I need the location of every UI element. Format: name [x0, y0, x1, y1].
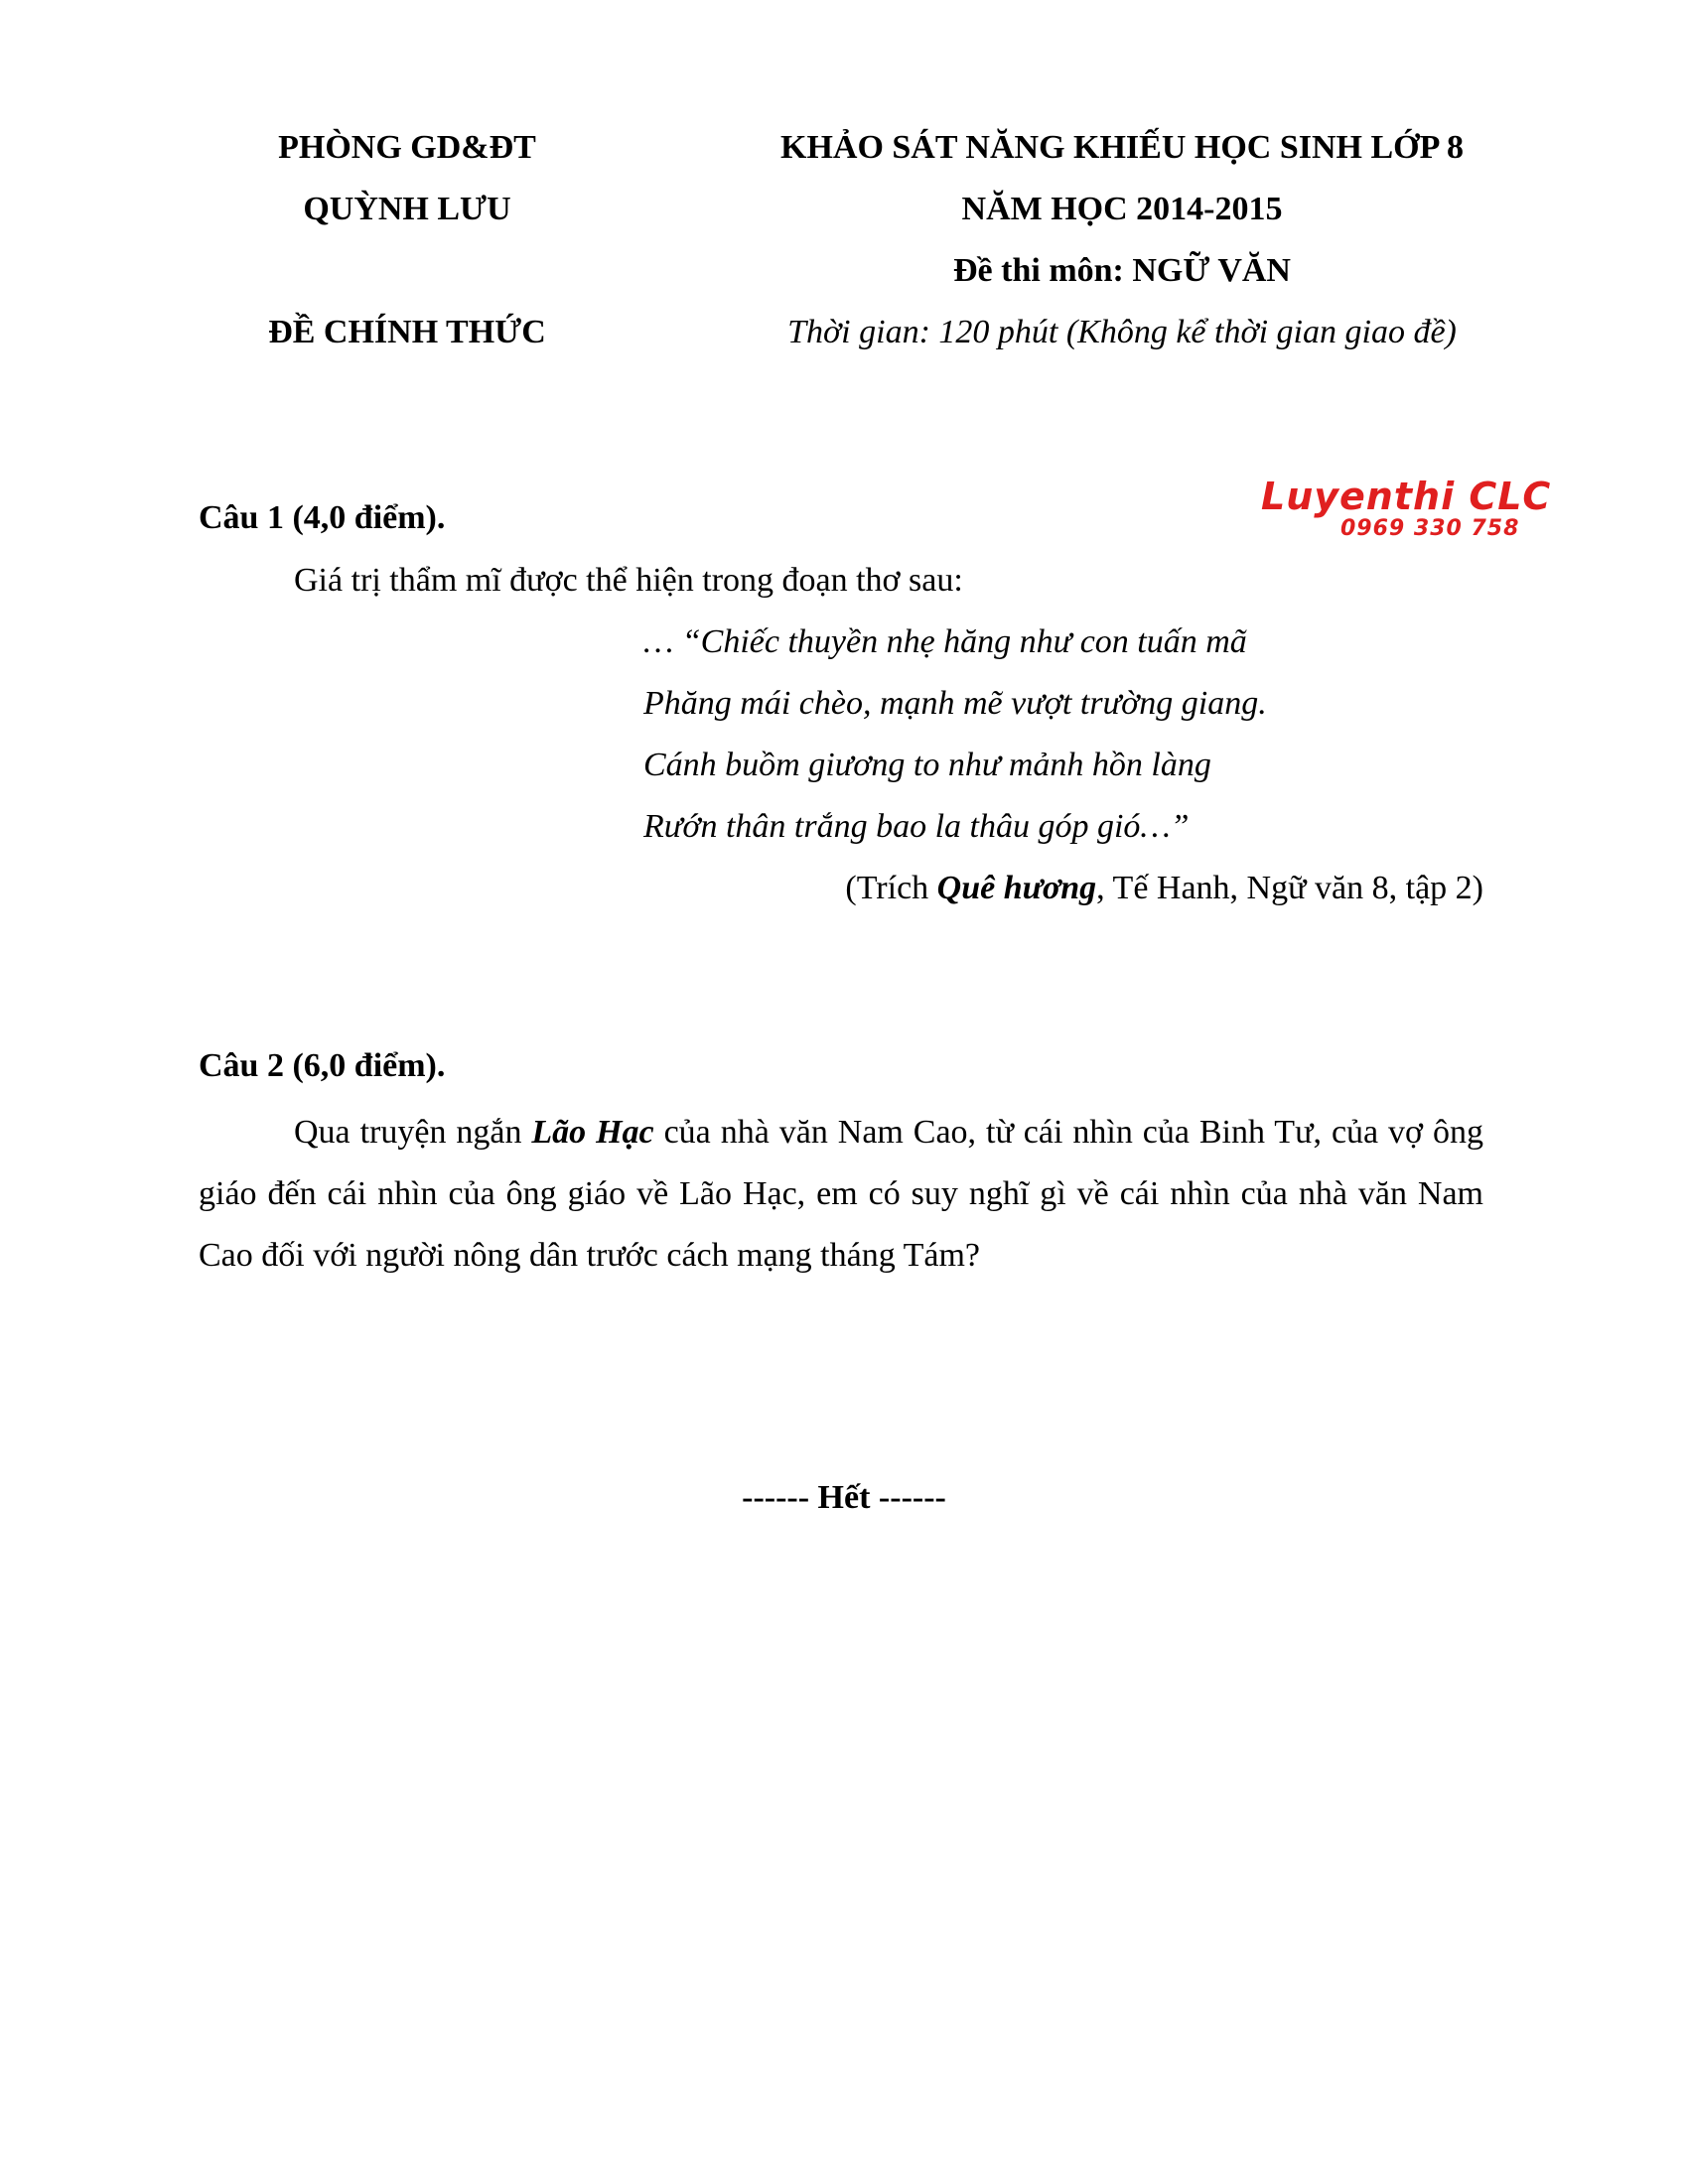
- citation-work: Quê hương: [936, 870, 1097, 906]
- subject-line: Đề thi môn: NGỮ VĂN: [953, 252, 1291, 289]
- question2-title: Câu 2 (6,0 điểm).: [199, 1047, 446, 1084]
- citation-prefix: (Trích: [845, 870, 937, 906]
- poem: [643, 612, 1267, 858]
- poem-line: Phăng mái chèo, mạnh mẽ vượt trường giang.: [643, 685, 1267, 722]
- exam-title: KHẢO SÁT NĂNG KHIẾU HỌC SINH LỚP 8: [780, 129, 1464, 166]
- question1-title: Câu 1 (4,0 điểm).: [199, 499, 446, 536]
- end-marker: ------ Hết ------: [742, 1479, 946, 1516]
- header-left: [199, 117, 616, 363]
- header-right: [735, 117, 1509, 363]
- watermark-phone: 0969 330 758: [1340, 516, 1520, 541]
- watermark-logo: [1253, 475, 1571, 544]
- watermark-brand: Luyenthi CLC: [1261, 475, 1552, 518]
- school-year: NĂM HỌC 2014-2015: [961, 191, 1283, 227]
- official-label: ĐỀ CHÍNH THỨC: [268, 314, 546, 350]
- question1-prompt: Giá trị thẩm mĩ được thể hiện trong đoạn thơ sau:: [294, 562, 963, 599]
- time-line: Thời gian: 120 phút (Không kể thời gian giao đề): [787, 314, 1457, 350]
- question2-text-before: Qua truyện ngắn: [294, 1114, 532, 1151]
- department-line1: PHÒNG GD&ĐT: [278, 129, 536, 166]
- header-spacer: [199, 240, 616, 302]
- question2-work: Lão Hạc: [531, 1114, 654, 1151]
- department-line2: QUỲNH LƯU: [303, 191, 511, 227]
- poem-line: Cánh buồm giương to như mảnh hồn làng: [643, 747, 1211, 783]
- poem-citation: [845, 858, 1483, 919]
- question2-text-after: của nhà văn Nam Cao, từ cái nhìn của Binh Tư, của vợ ông giáo đến cái nhìn của ông giáo về Lão Hạc, em có suy nghĩ gì về cái nhìn của nhà văn Nam Cao đối với người nông dân trước cách mạng tháng Tám?: [199, 1114, 1483, 1274]
- poem-line: Rướn thân trắng bao la thâu góp gió…”: [643, 808, 1190, 845]
- question2-text: [199, 1102, 1483, 1287]
- poem-line: … “Chiếc thuyền nhẹ hăng như con tuấn mã: [643, 623, 1247, 660]
- citation-suffix: , Tế Hanh, Ngữ văn 8, tập 2): [1096, 870, 1483, 906]
